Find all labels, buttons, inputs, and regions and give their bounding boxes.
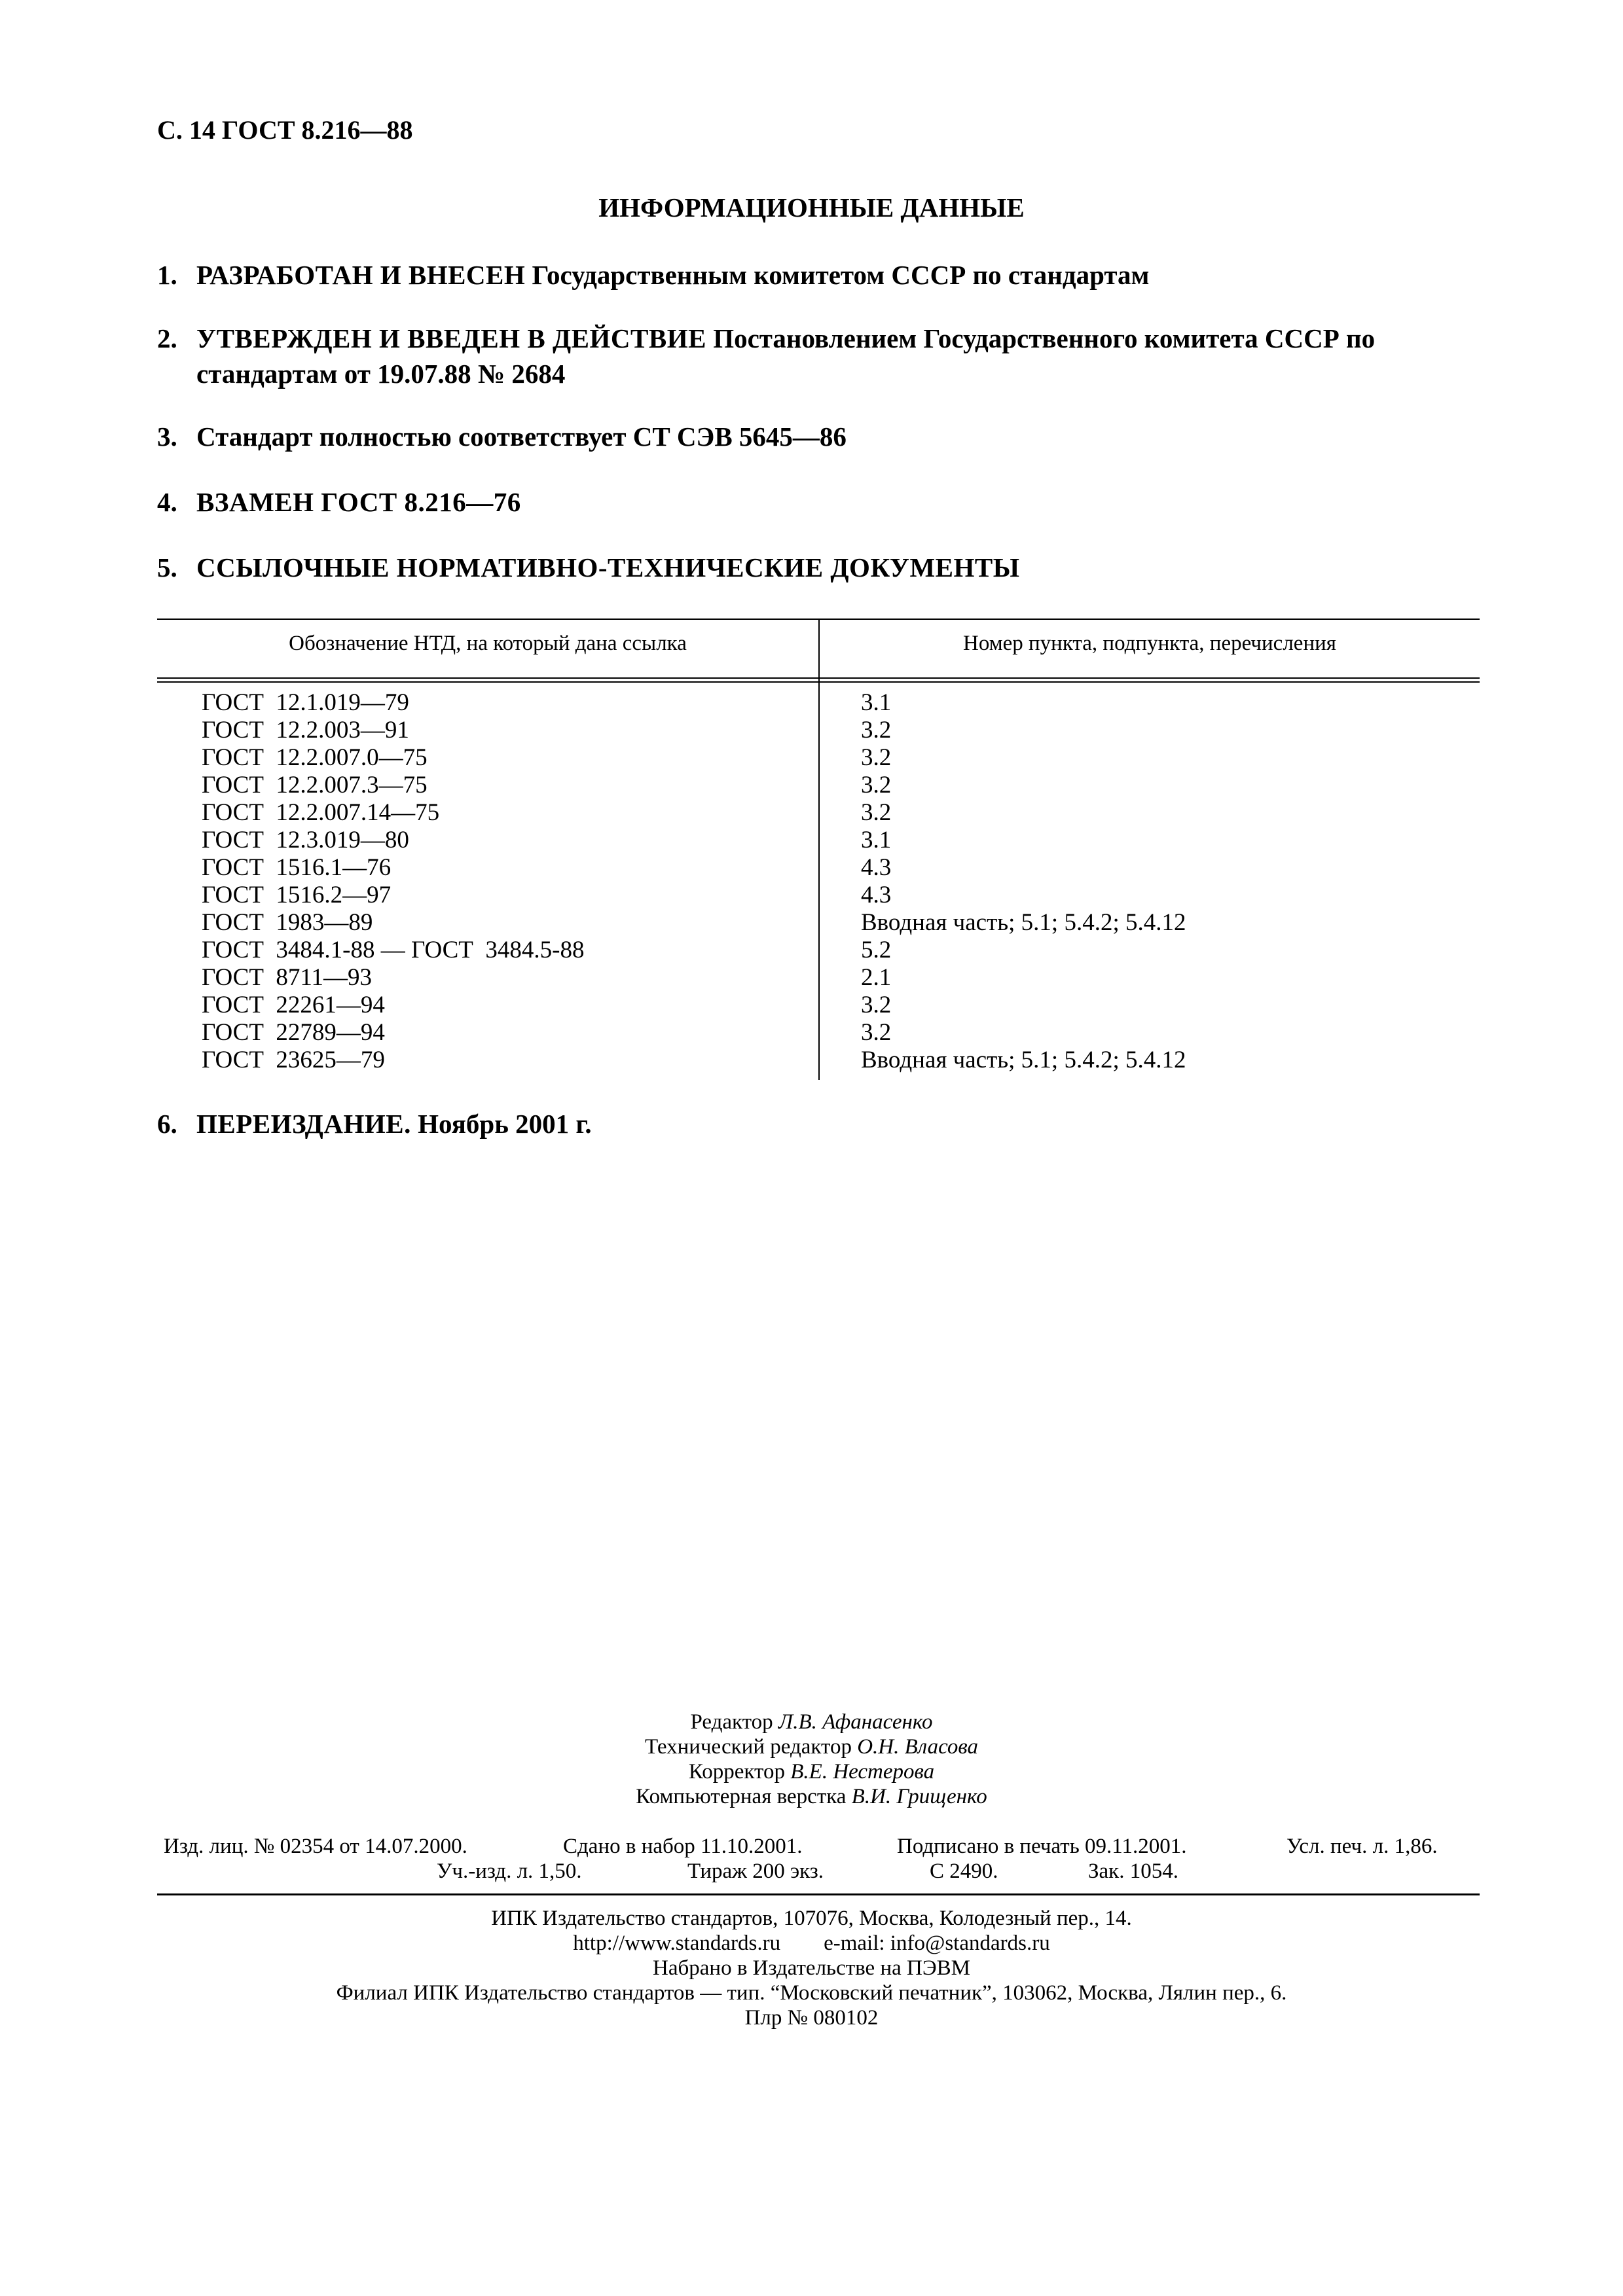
item-6: [157, 1106, 1467, 1141]
item-text: Постановлением Государственного комитета СССР по: [706, 323, 1376, 353]
table-body: [157, 689, 1480, 1074]
row-clause: 4.3: [861, 882, 892, 908]
table-row: [157, 964, 1480, 992]
pub-info-line-1: [157, 1834, 1480, 1859]
row-clause: 3.2: [861, 744, 892, 771]
row-document: ГОСТ 22261—94: [202, 992, 385, 1018]
table-row: [157, 717, 1480, 744]
credit-name: В.И. Грищенко: [851, 1785, 987, 1808]
row-document: ГОСТ 23625—79: [202, 1047, 385, 1073]
item-text: Ноябрь 2001 г.: [410, 1109, 592, 1139]
reference-table: [157, 619, 1480, 1080]
row-clause: 3.2: [861, 772, 892, 798]
row-document: ГОСТ 12.2.003—91: [202, 717, 409, 744]
credit-layout: [0, 1784, 1623, 1809]
item-number: 1.: [157, 260, 177, 290]
row-clause: Вводная часть; 5.1; 5.4.2; 5.4.12: [861, 909, 1186, 936]
item-1: [157, 257, 1467, 293]
item-text: Государственным комитетом СССР по стандартам: [525, 260, 1150, 290]
credit-name: О.Н. Власова: [857, 1735, 979, 1759]
table-row: [157, 689, 1480, 717]
table-row: [157, 827, 1480, 854]
table-row: [157, 744, 1480, 772]
row-document: ГОСТ 1516.2—97: [202, 882, 392, 908]
item-number: 2.: [157, 323, 177, 353]
table-row: [157, 799, 1480, 827]
item-2: [157, 321, 1467, 391]
credit-tech-editor: [0, 1734, 1623, 1759]
item-caps: ССЫЛОЧНЫЕ НОРМАТИВНО-ТЕХНИЧЕСКИЕ ДОКУМЕНТЫ: [196, 552, 1020, 583]
table-row: [157, 772, 1480, 799]
pub-print-sheets: Усл. печ. л. 1,86.: [1286, 1835, 1438, 1858]
table-row: [157, 1047, 1480, 1074]
pub-license: Изд. лиц. № 02354 от 14.07.2000.: [164, 1835, 467, 1858]
pub-submitted: Сдано в набор 11.10.2001.: [563, 1835, 803, 1858]
item-text: Стандарт полностью соответствует СТ СЭВ 5645—86: [196, 422, 847, 452]
publisher-branch: Филиал ИПК Издательство стандартов — тип. “Московский печатник”, 103062, Москва, Лялин пер., 6.: [336, 1981, 1287, 2005]
row-document: ГОСТ 1983—89: [202, 909, 373, 936]
item-text-continued: стандартам от 19.07.88 № 2684: [196, 359, 566, 389]
table-header-clause: Номер пункта, подпункта, перечисления: [963, 632, 1336, 655]
pub-signed: Подписано в печать 09.11.2001.: [897, 1835, 1187, 1858]
row-clause: 3.2: [861, 1019, 892, 1046]
publisher-contacts: http://www.standards.ru e-mail: info@standards.ru: [573, 1931, 1050, 1955]
credit-label: Редактор: [690, 1710, 778, 1734]
row-clause: Вводная часть; 5.1; 5.4.2; 5.4.12: [861, 1047, 1186, 1073]
publisher-license: Плр № 080102: [744, 2006, 879, 2030]
row-document: ГОСТ 12.3.019—80: [202, 827, 409, 853]
table-row: [157, 882, 1480, 909]
pub-info-line-2: [157, 1859, 1480, 1884]
item-4: [157, 484, 1467, 520]
imprint-rule: [157, 1893, 1480, 1895]
table-header-rule: [157, 677, 1480, 679]
table-row: [157, 992, 1480, 1019]
row-clause: 4.3: [861, 854, 892, 881]
table-row: [157, 854, 1480, 882]
pub-code: С 2490.: [930, 1859, 998, 1883]
table-header-document: Обозначение НТД, на который дана ссылка: [289, 632, 687, 655]
table-row: [157, 937, 1480, 964]
item-3: [157, 419, 1467, 454]
page-header: С. 14 ГОСТ 8.216—88: [157, 115, 413, 145]
publisher-info: [0, 1906, 1623, 2030]
row-clause: 3.2: [861, 799, 892, 826]
pub-order: Зак. 1054.: [1088, 1859, 1178, 1883]
item-5: [157, 550, 1467, 585]
item-caps: РАЗРАБОТАН И ВНЕСЕН: [196, 260, 526, 290]
row-document: ГОСТ 3484.1-88 — ГОСТ 3484.5-88: [202, 937, 585, 963]
publisher-typeset: Набрано в Издательстве на ПЭВМ: [653, 1956, 970, 1980]
item-caps: УТВЕРЖДЕН И ВВЕДЕН В ДЕЙСТВИЕ: [196, 323, 706, 353]
credit-editor: [0, 1710, 1623, 1734]
row-document: ГОСТ 12.2.007.0—75: [202, 744, 428, 771]
item-caps: ВЗАМЕН ГОСТ 8.216—76: [196, 487, 521, 517]
pub-sheets: Уч.-изд. л. 1,50.: [437, 1859, 582, 1883]
row-document: ГОСТ 12.2.007.14—75: [202, 799, 440, 826]
row-document: ГОСТ 8711—93: [202, 964, 373, 991]
item-number: 3.: [157, 422, 177, 452]
row-document: ГОСТ 12.1.019—79: [202, 689, 409, 716]
credit-name: В.Е. Нестерова: [790, 1760, 935, 1784]
publisher-address: ИПК Издательство стандартов, 107076, Москва, Колодезный пер., 14.: [491, 1907, 1132, 1930]
credits: [0, 1710, 1623, 1809]
credit-label: Корректор: [688, 1760, 791, 1784]
row-clause: 5.2: [861, 937, 892, 963]
row-clause: 2.1: [861, 964, 892, 991]
item-number: 5.: [157, 552, 177, 583]
table-row: [157, 1019, 1480, 1047]
credit-corrector: [0, 1759, 1623, 1784]
pub-circulation: Тираж 200 экз.: [687, 1859, 824, 1883]
row-document: ГОСТ 22789—94: [202, 1019, 385, 1046]
row-clause: 3.2: [861, 717, 892, 744]
row-document: ГОСТ 1516.1—76: [202, 854, 392, 881]
credit-label: Технический редактор: [644, 1735, 858, 1759]
table-row: [157, 909, 1480, 937]
section-title: ИНФОРМАЦИОННЫЕ ДАННЫЕ: [598, 192, 1025, 223]
row-clause: 3.1: [861, 689, 892, 716]
credit-name: Л.В. Афанасенко: [778, 1710, 933, 1734]
item-caps: ПЕРЕИЗДАНИЕ.: [196, 1109, 411, 1139]
row-clause: 3.1: [861, 827, 892, 853]
credit-label: Компьютерная верстка: [636, 1785, 852, 1808]
item-number: 6.: [157, 1109, 177, 1139]
row-clause: 3.2: [861, 992, 892, 1018]
table-header-rule: [157, 681, 1480, 683]
row-document: ГОСТ 12.2.007.3—75: [202, 772, 428, 798]
item-number: 4.: [157, 487, 177, 517]
